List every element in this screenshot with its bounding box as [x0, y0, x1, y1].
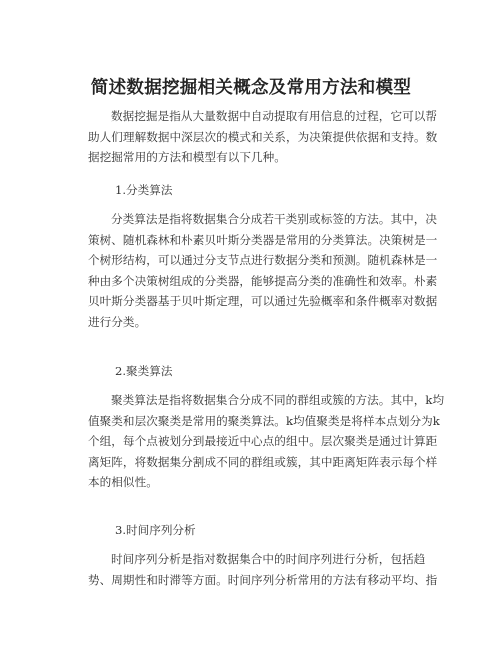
paragraph-line: 策树、随机森林和朴素贝叶斯分类器是常用的分类算法。决策树是一	[88, 232, 438, 247]
paragraph-line: 个树形结构，可以通过分支节点进行数据分类和预测。随机森林是一	[88, 253, 438, 268]
paragraph-line: 进行分类。	[88, 314, 147, 329]
paragraph-line: 贝叶斯分类器基于贝叶斯定理，可以通过先验概率和条件概率对数据	[88, 294, 438, 309]
section-paragraph-clustering	[88, 390, 445, 493]
section-heading-classification: 1.分类算法	[115, 183, 173, 197]
paragraph-line: 聚类算法是指将数据集合分成不同的群组或簇的方法。其中，k均	[111, 393, 445, 407]
section-heading-clustering: 2.聚类算法	[115, 364, 173, 378]
document-title: 简述数据挖掘相关概念及常用方法和模型	[90, 78, 412, 98]
section-paragraph-classification	[88, 209, 438, 333]
paragraph-line: 离矩阵，将数据集分割成不同的群组或簇，其中距离矩阵表示每个样	[88, 454, 438, 469]
paragraph-line: 数据挖掘是指从大量数据中自动提取有用信息的过程，它可以帮	[111, 109, 438, 123]
paragraph-line: 种由多个决策树组成的分类器，能够提高分类的准确性和效率。朴素	[88, 273, 438, 288]
section-heading-time-series: 3.时间序列分析	[115, 523, 196, 537]
paragraph-line: 势、周期性和时滞等方面。时间序列分析常用的方法有移动平均、指	[88, 572, 438, 587]
paragraph-line: 分类算法是指将数据集合分成若干类别或标签的方法。其中，决	[111, 212, 438, 226]
paragraph-line: 时间序列分析是指对数据集合中的时间序列进行分析，包括趋	[111, 552, 426, 566]
paragraph-line: 助人们理解数据中深层次的模式和关系，为决策提供依据和支持。数	[88, 129, 438, 144]
paragraph-line: 值聚类和层次聚类是常用的聚类算法。k均值聚类是将样本点划分为k	[88, 413, 440, 428]
section-paragraph-time-series	[88, 549, 438, 590]
intro-paragraph	[88, 106, 438, 168]
paragraph-line: 据挖掘常用的方法和模型有以下几种。	[88, 150, 286, 165]
paragraph-line: 个组，每个点被划分到最接近中心点的组中。层次聚类是通过计算距	[88, 434, 438, 449]
paragraph-line: 本的相似性。	[88, 475, 158, 490]
